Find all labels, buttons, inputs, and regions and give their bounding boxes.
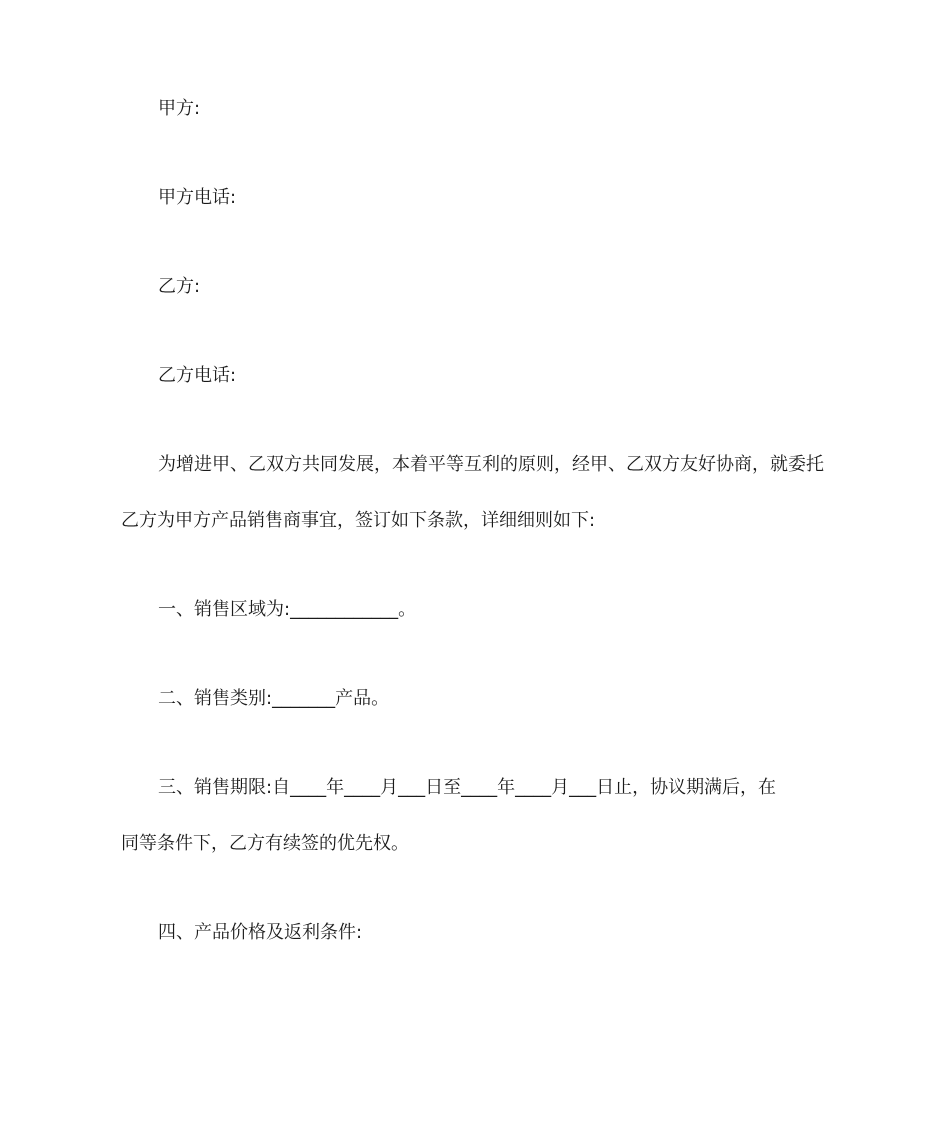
clause-2-sales-category: 二、销售类别:_______产品。 — [158, 688, 390, 709]
party-b-phone-label: 乙方电话: — [158, 365, 237, 386]
intro-paragraph-line-2: 乙方为甲方产品销售商事宜，签订如下条款，详细细则如下: — [121, 510, 596, 531]
party-a-phone-label: 甲方电话: — [158, 187, 237, 208]
party-b-label: 乙方: — [158, 276, 201, 297]
clause-3-sales-period-line-2: 同等条件下，乙方有续签的优先权。 — [121, 833, 409, 854]
intro-paragraph-line-1: 为增进甲、乙双方共同发展，本着平等互利的原则，经甲、乙双方友好协商，就委托 — [158, 454, 824, 475]
clause-4-price-rebate: 四、产品价格及返利条件: — [158, 922, 363, 943]
clause-3-sales-period-line-1: 三、销售期限:自____年____月___日至____年____月___日止，协议期满后，在 — [158, 777, 777, 798]
clause-1-sales-region: 一、销售区域为:____________。 — [158, 599, 417, 620]
party-a-label: 甲方: — [158, 98, 201, 119]
